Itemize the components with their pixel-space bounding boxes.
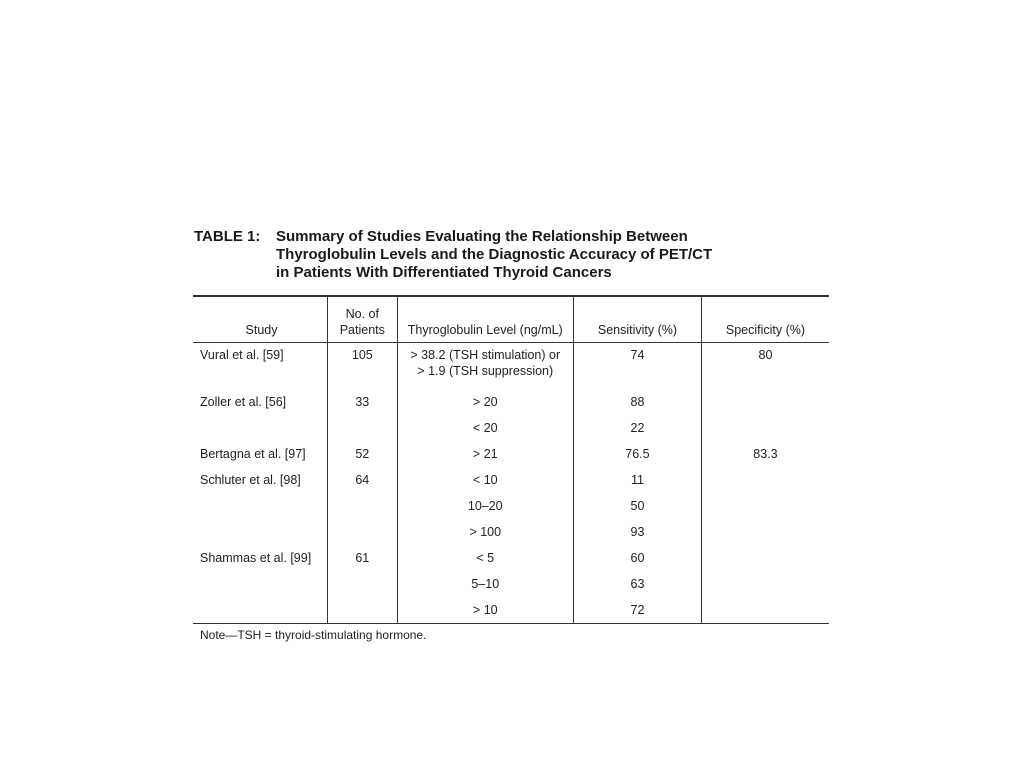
- cell-study: [193, 493, 328, 519]
- cell-patients: [328, 493, 398, 519]
- cell-level: > 100: [397, 519, 573, 545]
- table-row: [193, 415, 829, 441]
- cell-patients: [328, 571, 398, 597]
- table-row: [193, 467, 829, 493]
- cell-patients: 105: [328, 343, 398, 390]
- table-row: [193, 571, 829, 597]
- cell-specificity: [701, 415, 829, 441]
- table-row: [193, 493, 829, 519]
- cell-specificity: [701, 597, 829, 623]
- cell-sensitivity: 11: [573, 467, 701, 493]
- header-patients: [328, 297, 398, 343]
- cell-patients: 61: [328, 545, 398, 571]
- header-study: Study: [193, 297, 328, 343]
- table-title-line: Summary of Studies Evaluating the Relationship Between: [276, 228, 688, 245]
- table-row: [193, 441, 829, 467]
- cell-level: 10–20: [397, 493, 573, 519]
- table-row: [193, 389, 829, 415]
- cell-patients: 52: [328, 441, 398, 467]
- cell-sensitivity: 74: [573, 343, 701, 390]
- table-row: [193, 545, 829, 571]
- table-header-row: [193, 297, 829, 343]
- cell-specificity: [701, 493, 829, 519]
- cell-sensitivity: 93: [573, 519, 701, 545]
- cell-specificity: 83.3: [701, 441, 829, 467]
- cell-level: > 20: [397, 389, 573, 415]
- table-label: TABLE 1:: [194, 228, 261, 245]
- cell-sensitivity: 63: [573, 571, 701, 597]
- header-patients-line2: Patients: [339, 323, 385, 337]
- cell-study: [193, 571, 328, 597]
- cell-sensitivity: 50: [573, 493, 701, 519]
- header-thyroglobulin: Thyroglobulin Level (ng/mL): [397, 297, 573, 343]
- cell-study: Shammas et al. [99]: [200, 551, 312, 565]
- cell-patients: [328, 415, 398, 441]
- cell-specificity: [701, 389, 829, 415]
- table-row: [193, 597, 829, 623]
- table-title: [276, 228, 836, 282]
- cell-study: Zoller et al. [56]: [200, 395, 287, 409]
- cell-study: Vural et al. [59]: [200, 348, 284, 362]
- cell-level: > 21: [397, 441, 573, 467]
- cell-specificity: [701, 545, 829, 571]
- table-title-line: Thyroglobulin Levels and the Diagnostic Accuracy of PET/CT: [276, 246, 713, 263]
- cell-sensitivity: 72: [573, 597, 701, 623]
- table-title-line: in Patients With Differentiated Thyroid Cancers: [276, 264, 612, 281]
- header-sensitivity: Sensitivity (%): [573, 297, 701, 343]
- cell-patients: 33: [328, 389, 398, 415]
- cell-level: 5–10: [397, 571, 573, 597]
- cell-sensitivity: 22: [573, 415, 701, 441]
- cell-patients: [328, 519, 398, 545]
- header-patients-line1: No. of: [345, 307, 379, 321]
- cell-study: [193, 519, 328, 545]
- cell-patients: 64: [328, 467, 398, 493]
- table-note: Note—TSH = thyroid-stimulating hormone.: [200, 628, 427, 642]
- cell-sensitivity: 76.5: [573, 441, 701, 467]
- cell-level-line2: > 1.9 (TSH suppression): [417, 364, 554, 378]
- cell-level-line1: > 38.2 (TSH stimulation) or: [410, 348, 561, 362]
- cell-level: [397, 343, 573, 390]
- cell-patients: [328, 597, 398, 623]
- cell-level: > 10: [397, 597, 573, 623]
- studies-table: [193, 295, 829, 624]
- cell-sensitivity: 60: [573, 545, 701, 571]
- table-row: [193, 343, 829, 390]
- cell-study: Bertagna et al. [97]: [200, 447, 306, 461]
- cell-study: Schluter et al. [98]: [200, 473, 301, 487]
- cell-specificity: [701, 519, 829, 545]
- header-specificity: Specificity (%): [701, 297, 829, 343]
- cell-sensitivity: 88: [573, 389, 701, 415]
- cell-level: < 10: [397, 467, 573, 493]
- cell-level: < 5: [397, 545, 573, 571]
- cell-study: [193, 597, 328, 623]
- cell-study: [193, 415, 328, 441]
- cell-specificity: 80: [701, 343, 829, 390]
- cell-specificity: [701, 467, 829, 493]
- table-row: [193, 519, 829, 545]
- cell-specificity: [701, 571, 829, 597]
- cell-level: < 20: [397, 415, 573, 441]
